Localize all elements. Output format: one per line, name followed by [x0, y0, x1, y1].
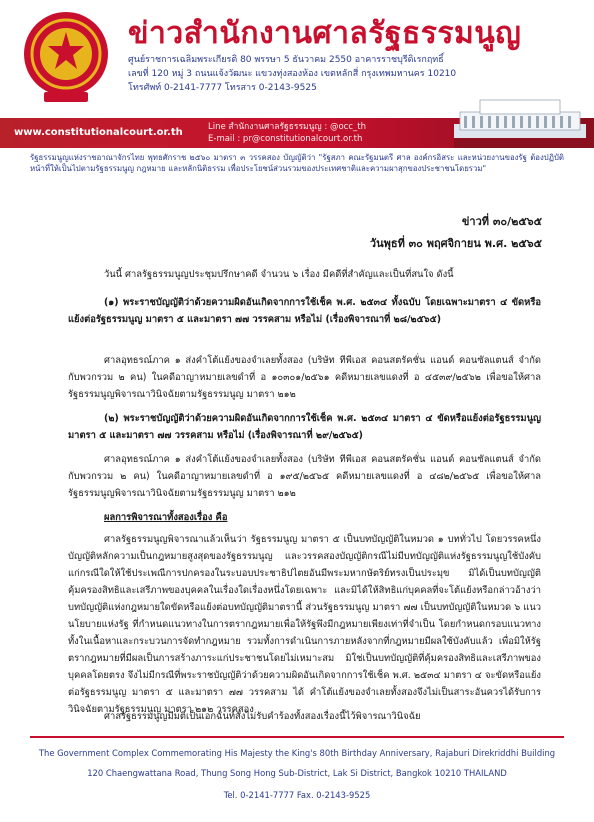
website-link[interactable]: www.constitutionalcourt.or.th — [14, 127, 183, 138]
case1-body: ศาลอุทธรณ์ภาค ๑ ส่งคำโต้แย้งของจำเลยทั้งสอง (บริษัท ทีพีเอส คอนสตรัคชั่น แอนด์ คอนซัลแตนส์ จำกัด กับพวกรวม ๒ คน) ในคดีอาญาหมายเลขดำที่ อ ๑๐๓๐๑/๒๕๖๑ คดีหมายเลขแดงที่ อ ๔๕๓๙/๒๕๖๒ เพื่อขอให้ศาลรัฐธรรมนูญพิจารณาวินิจฉัยตามรัฐธรรมนูญ มาตรา ๒๑๒ — [68, 355, 541, 400]
line-contact: Line สำนักงานศาลรัฐธรรมนูญ : @occ_th — [208, 122, 366, 132]
footer-divider — [30, 736, 564, 738]
footer-line1: The Government Complex Commemorating His Majesty the King's 80th Birthday Anniversary, Rajaburi Direkriddhi Building — [38, 748, 556, 758]
footer-line3: Tel. 0-2141-7777 Fax. 0-2143-9525 — [223, 790, 371, 800]
case2-body: ศาลอุทธรณ์ภาค ๑ ส่งคำโต้แย้งของจำเลยทั้งสอง (บริษัท ทีพีเอส คอนสตรัคชั่น แอนด์ คอนซัลแตนส์ จำกัด กับพวกรวม ๒ คน) ในคดีอาญาหมายเลขดำที่ อ ๑๙๕/๒๕๖๕ คดีหมายเลขแดงที่ อ ๔๘๒/๒๕๖๕ เพื่อขอให้ศาลรัฐธรรมนูญพิจารณาวินิจฉัยตามรัฐธรรมนูญ มาตรา ๒๑๒ — [68, 454, 541, 499]
opening-paragraph: วันนี้ ศาลรัฐธรรมนูญประชุมปรึกษาคดี จำนวน ๖ เรื่อง มีคดีที่สำคัญและเป็นที่สนใจ ดังนี้ — [104, 269, 454, 280]
footer-line2: 120 Chaengwattana Road, Thung Song Hong Sub-District, Lak Si District, Bangkok 10210 THAILAND — [87, 768, 507, 778]
court-building-image — [454, 94, 586, 148]
header-title: ข่าวสำนักงานศาลรัฐธรรมนูญ — [128, 16, 522, 51]
header-phone-line: โทรศัพท์ 0-2141-7777 โทรสาร 0-2143-9525 — [128, 83, 317, 93]
news-number: ข่าวที่ ๓๐/๒๕๖๕ — [461, 215, 542, 228]
closing-paragraph: ศาลรัฐธรรมนูญมีมติเป็นเอกฉันท์สั่งไม่รับคำร้องทั้งสองเรื่องนี้ไว้พิจารณาวินิจฉัย — [104, 711, 421, 722]
court-seal-logo — [20, 8, 112, 108]
email-contact[interactable]: E-mail : pr@constitutionalcourt.or.th — [208, 134, 363, 144]
header-address-line1: ศูนย์ราชการเฉลิมพระเกียรติ 80 พรรษา 5 ธันวาคม 2550 อาคารราชบุรีดิเรกฤทธิ์ — [128, 55, 444, 65]
header-address-line2: เลขที่ 120 หมู่ 3 ถนนแจ้งวัฒนะ แขวงทุ่งสองห้อง เขตหลักสี่ กรุงเทพมหานคร 10210 — [128, 69, 457, 79]
case1-title: (๑) พระราชบัญญัติว่าด้วยความผิดอันเกิดจากการใช้เช็ค พ.ศ. ๒๕๓๔ ทั้งฉบับ โดยเฉพาะมาตรา ๔ ขัดหรือแย้งต่อรัฐธรรมนูญ มาตรา ๕ และมาตรา ๗๗ วรรคสาม หรือไม่ (เรื่องพิจารณาที่ ๒๘/๒๕๖๕) — [68, 297, 541, 325]
contact-block — [208, 121, 366, 145]
letterhead — [0, 0, 594, 173]
case2-title: (๒) พระราชบัญญัติว่าด้วยความผิดอันเกิดจากการใช้เช็ค พ.ศ. ๒๕๓๔ มาตรา ๔ ขัดหรือแย้งต่อรัฐธรรมนูญ มาตรา ๕ และมาตรา ๗๗ วรรคสาม หรือไม่ (เรื่องพิจารณาที่ ๒๙/๒๕๖๕) — [68, 413, 541, 441]
constitution-quote: รัฐธรรมนูญแห่งราชอาณาจักรไทย พุทธศักราช ๒๕๖๐ มาตรา ๓ วรรคสอง บัญญัติว่า "รัฐสภา คณะรัฐมนตรี ศาล องค์กรอิสระ และหน่วยงานของรัฐ ต้องปฏิบัติหน้าที่ให้เป็นไปตามรัฐธรรมนูญ กฎหมาย และหลักนิติธรรม เพื่อประโยชน์ส่วนรวมของประเทศชาติและความผาสุกของประชาชนโดยรวม" — [30, 153, 564, 173]
result-body: ศาลรัฐธรรมนูญพิจารณาแล้วเห็นว่า รัฐธรรมนูญ มาตรา ๕ เป็นบทบัญญัติในหมวด ๑ บททั่วไป โดยวรรคหนึ่งบัญญัติหลักความเป็นกฎหมายสูงสุดของรัฐธรรมนูญ และวรรคสองบัญญัติกรณีไม่มีบทบัญญัติแห่งรัฐธรรมนูญใช้บังคับแก่กรณีใดให้ใช้ประเพณีการปกครองในระบอบประชาธิปไตยอันมีพระมหากษัตริย์ทรงเป็นประมุข มิได้เป็นบทบัญญัติคุ้มครองสิทธิและเสรีภาพของบุคคลในเรื่องใดเรื่องหนึ่งโดยเฉพาะ และมิได้ให้สิทธิแก่บุคคลที่จะโต้แย้งหรือกล่าวอ้างว่าบทบัญญัติแห่งกฎหมายใดขัดหรือแย้งต่อบทบัญญัติมาตรานี้ ส่วนรัฐธรรมนูญ มาตรา ๗๗ เป็นบทบัญญัติในหมวด ๖ แนวนโยบายแห่งรัฐ ที่กำหนดแนวทางในการตรากฎหมายเพื่อให้รัฐพึงมีกฎหมายเพียงเท่าที่จำเป็น โดยกำหนดกรอบแนวทางทั้งในเนื้อหาและกระบวนการจัดทำกฎหมาย รวมทั้งการดำเนินการภายหลังจากที่กฎหมายมีผลใช้บังคับแล้ว เพื่อมิให้รัฐตรากฎหมายที่มีผลเป็นการสร้างภาระแก่ประชาชนโดยไม่เหมาะสม มิใช่เป็นบทบัญญัติที่คุ้มครองสิทธิและเสรีภาพของบุคคลโดยตรง จึงไม่มีกรณีที่พระราชบัญญัติว่าด้วยความผิดอันเกิดจากการใช้เช็ค พ.ศ. ๒๕๓๔ มาตรา ๔ จะขัดหรือแย้งต่อรัฐธรรมนูญ มาตรา ๕ และมาตรา ๗๗ วรรคสาม ได้ คำโต้แย้งของจำเลยทั้งสองจึงไม่เป็นสาระอันควรได้รับการวินิจฉัยตามรัฐธรรมนูญ มาตรา ๒๑๒ วรรคสอง — [68, 534, 541, 715]
result-heading: ผลการพิจารณาทั้งสองเรื่อง คือ — [104, 512, 228, 523]
news-date: วันพุธที่ ๓๐ พฤศจิกายน พ.ศ. ๒๕๖๕ — [369, 237, 542, 250]
